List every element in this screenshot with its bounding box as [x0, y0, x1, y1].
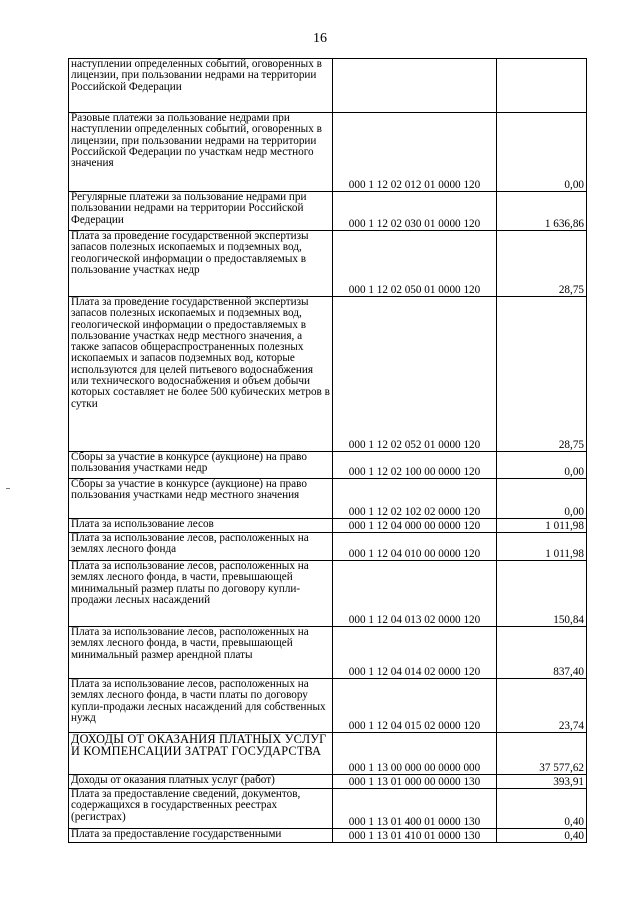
table-row	[69, 192, 587, 231]
table-row	[69, 479, 587, 519]
revenue-table	[68, 58, 587, 843]
row-code-cell: 000 1 12 04 000 00 0000 120	[333, 519, 497, 533]
row-code-cell: 000 1 12 02 050 01 0000 120	[333, 231, 497, 297]
row-amount-cell: 28,75	[497, 231, 587, 297]
table-row	[69, 113, 587, 192]
table-row	[69, 59, 587, 113]
row-amount-cell: 393,91	[497, 775, 587, 789]
row-name-cell: Разовые платежи за пользование недрами при наступлении определенных событий, оговоренных в лицензии, при пользовании недрами на территории Российской Федерации по участкам недр местного значения	[69, 113, 333, 192]
row-name-cell: Регулярные платежи за пользование недрами при пользовании недрами на территории Российской Федерации	[69, 192, 333, 231]
table-row	[69, 533, 587, 561]
row-code-cell: 000 1 12 04 013 02 0000 120	[333, 561, 497, 627]
row-code-cell	[333, 59, 497, 113]
row-code-cell: 000 1 12 02 030 01 0000 120	[333, 192, 497, 231]
row-code-cell: 000 1 13 01 000 00 0000 130	[333, 775, 497, 789]
row-amount-cell: 28,75	[497, 297, 587, 452]
row-amount-cell: 1 011,98	[497, 519, 587, 533]
row-code-cell: 000 1 13 01 400 01 0000 130	[333, 789, 497, 829]
row-amount-cell: 0,00	[497, 452, 587, 479]
table-row	[69, 829, 587, 843]
table-row	[69, 679, 587, 733]
row-code-cell: 000 1 12 02 102 02 0000 120	[333, 479, 497, 519]
table-row	[69, 733, 587, 775]
row-code-cell: 000 1 13 01 410 01 0000 130	[333, 829, 497, 843]
row-amount-cell: 0,40	[497, 829, 587, 843]
page-number: 16	[313, 31, 327, 46]
row-code-cell: 000 1 12 04 015 02 0000 120	[333, 679, 497, 733]
table-row	[69, 789, 587, 829]
row-amount-cell: 1 011,98	[497, 533, 587, 561]
row-name-cell: Плата за использование лесов, расположенных на землях лесного фонда	[69, 533, 333, 561]
row-amount-cell: 0,00	[497, 113, 587, 192]
table-row	[69, 297, 587, 452]
table-row	[69, 561, 587, 627]
row-code-cell: 000 1 12 02 012 01 0000 120	[333, 113, 497, 192]
row-name-cell: Плата за использование лесов, расположенных на землях лесного фонда, в части, превышающей минимальный размер платы по договору купли-продажи лесных насаждений	[69, 561, 333, 627]
row-code-cell: 000 1 13 00 000 00 0000 000	[333, 733, 497, 775]
row-name-cell: Плата за использование лесов, расположенных на землях лесного фонда, в части платы по договору купли-продажи лесных насаждений для собственных нужд	[69, 679, 333, 733]
row-name-cell: Доходы от оказания платных услуг (работ)	[69, 775, 333, 789]
row-name-cell: Плата за использование лесов, расположенных на землях лесного фонда, в части, превышающей минимальный размер арендной платы	[69, 627, 333, 679]
row-name-cell: Плата за предоставление государственными	[69, 829, 333, 843]
row-name-cell: наступлении определенных событий, оговоренных в лицензии, при пользовании недрами на территории Российской Федерации	[69, 59, 333, 113]
row-amount-cell: 1 636,86	[497, 192, 587, 231]
row-code-cell: 000 1 12 02 052 01 0000 120	[333, 297, 497, 452]
row-code-cell: 000 1 12 02 100 00 0000 120	[333, 452, 497, 479]
row-name-cell: Плата за проведение государственной экспертизы запасов полезных ископаемых и подземных вод, геологической информации о предоставляемых в пользование участках недр	[69, 231, 333, 297]
row-amount-cell: 0,40	[497, 789, 587, 829]
table-row	[69, 452, 587, 479]
row-amount-cell: 0,00	[497, 479, 587, 519]
row-name-cell: Сборы за участие в конкурсе (аукционе) на право пользования участками недр местного значения	[69, 479, 333, 519]
row-amount-cell: 837,40	[497, 627, 587, 679]
row-name-cell: Плата за проведение государственной экспертизы запасов полезных ископаемых и подземных вод, геологической информации о предоставляемых в пользование участках недр местного значения, а также запасов общераспространенных полезных ископаемых и запасов подземных вод, которые используются для целей питьевого водоснабжения или технического водоснабжения и объем добычи которых составляет не более 500 кубических метров в сутки	[69, 297, 333, 452]
margin-mark	[6, 488, 10, 489]
row-amount-cell	[497, 59, 587, 113]
table-row	[69, 231, 587, 297]
row-name-cell: Плата за использование лесов	[69, 519, 333, 533]
row-code-cell: 000 1 12 04 014 02 0000 120	[333, 627, 497, 679]
row-name-cell: Плата за предоставление сведений, документов, содержащихся в государственных реестрах (регистрах)	[69, 789, 333, 829]
row-amount-cell: 23,74	[497, 679, 587, 733]
row-code-cell: 000 1 12 04 010 00 0000 120	[333, 533, 497, 561]
row-amount-cell: 150,84	[497, 561, 587, 627]
table-row	[69, 775, 587, 789]
row-amount-cell: 37 577,62	[497, 733, 587, 775]
row-name-cell: Сборы за участие в конкурсе (аукционе) на право пользования участками недр	[69, 452, 333, 479]
table-row	[69, 519, 587, 533]
table-row	[69, 627, 587, 679]
row-name-cell: ДОХОДЫ ОТ ОКАЗАНИЯ ПЛАТНЫХ УСЛУГ И КОМПЕНСАЦИИ ЗАТРАТ ГОСУДАРСТВА	[69, 733, 333, 775]
